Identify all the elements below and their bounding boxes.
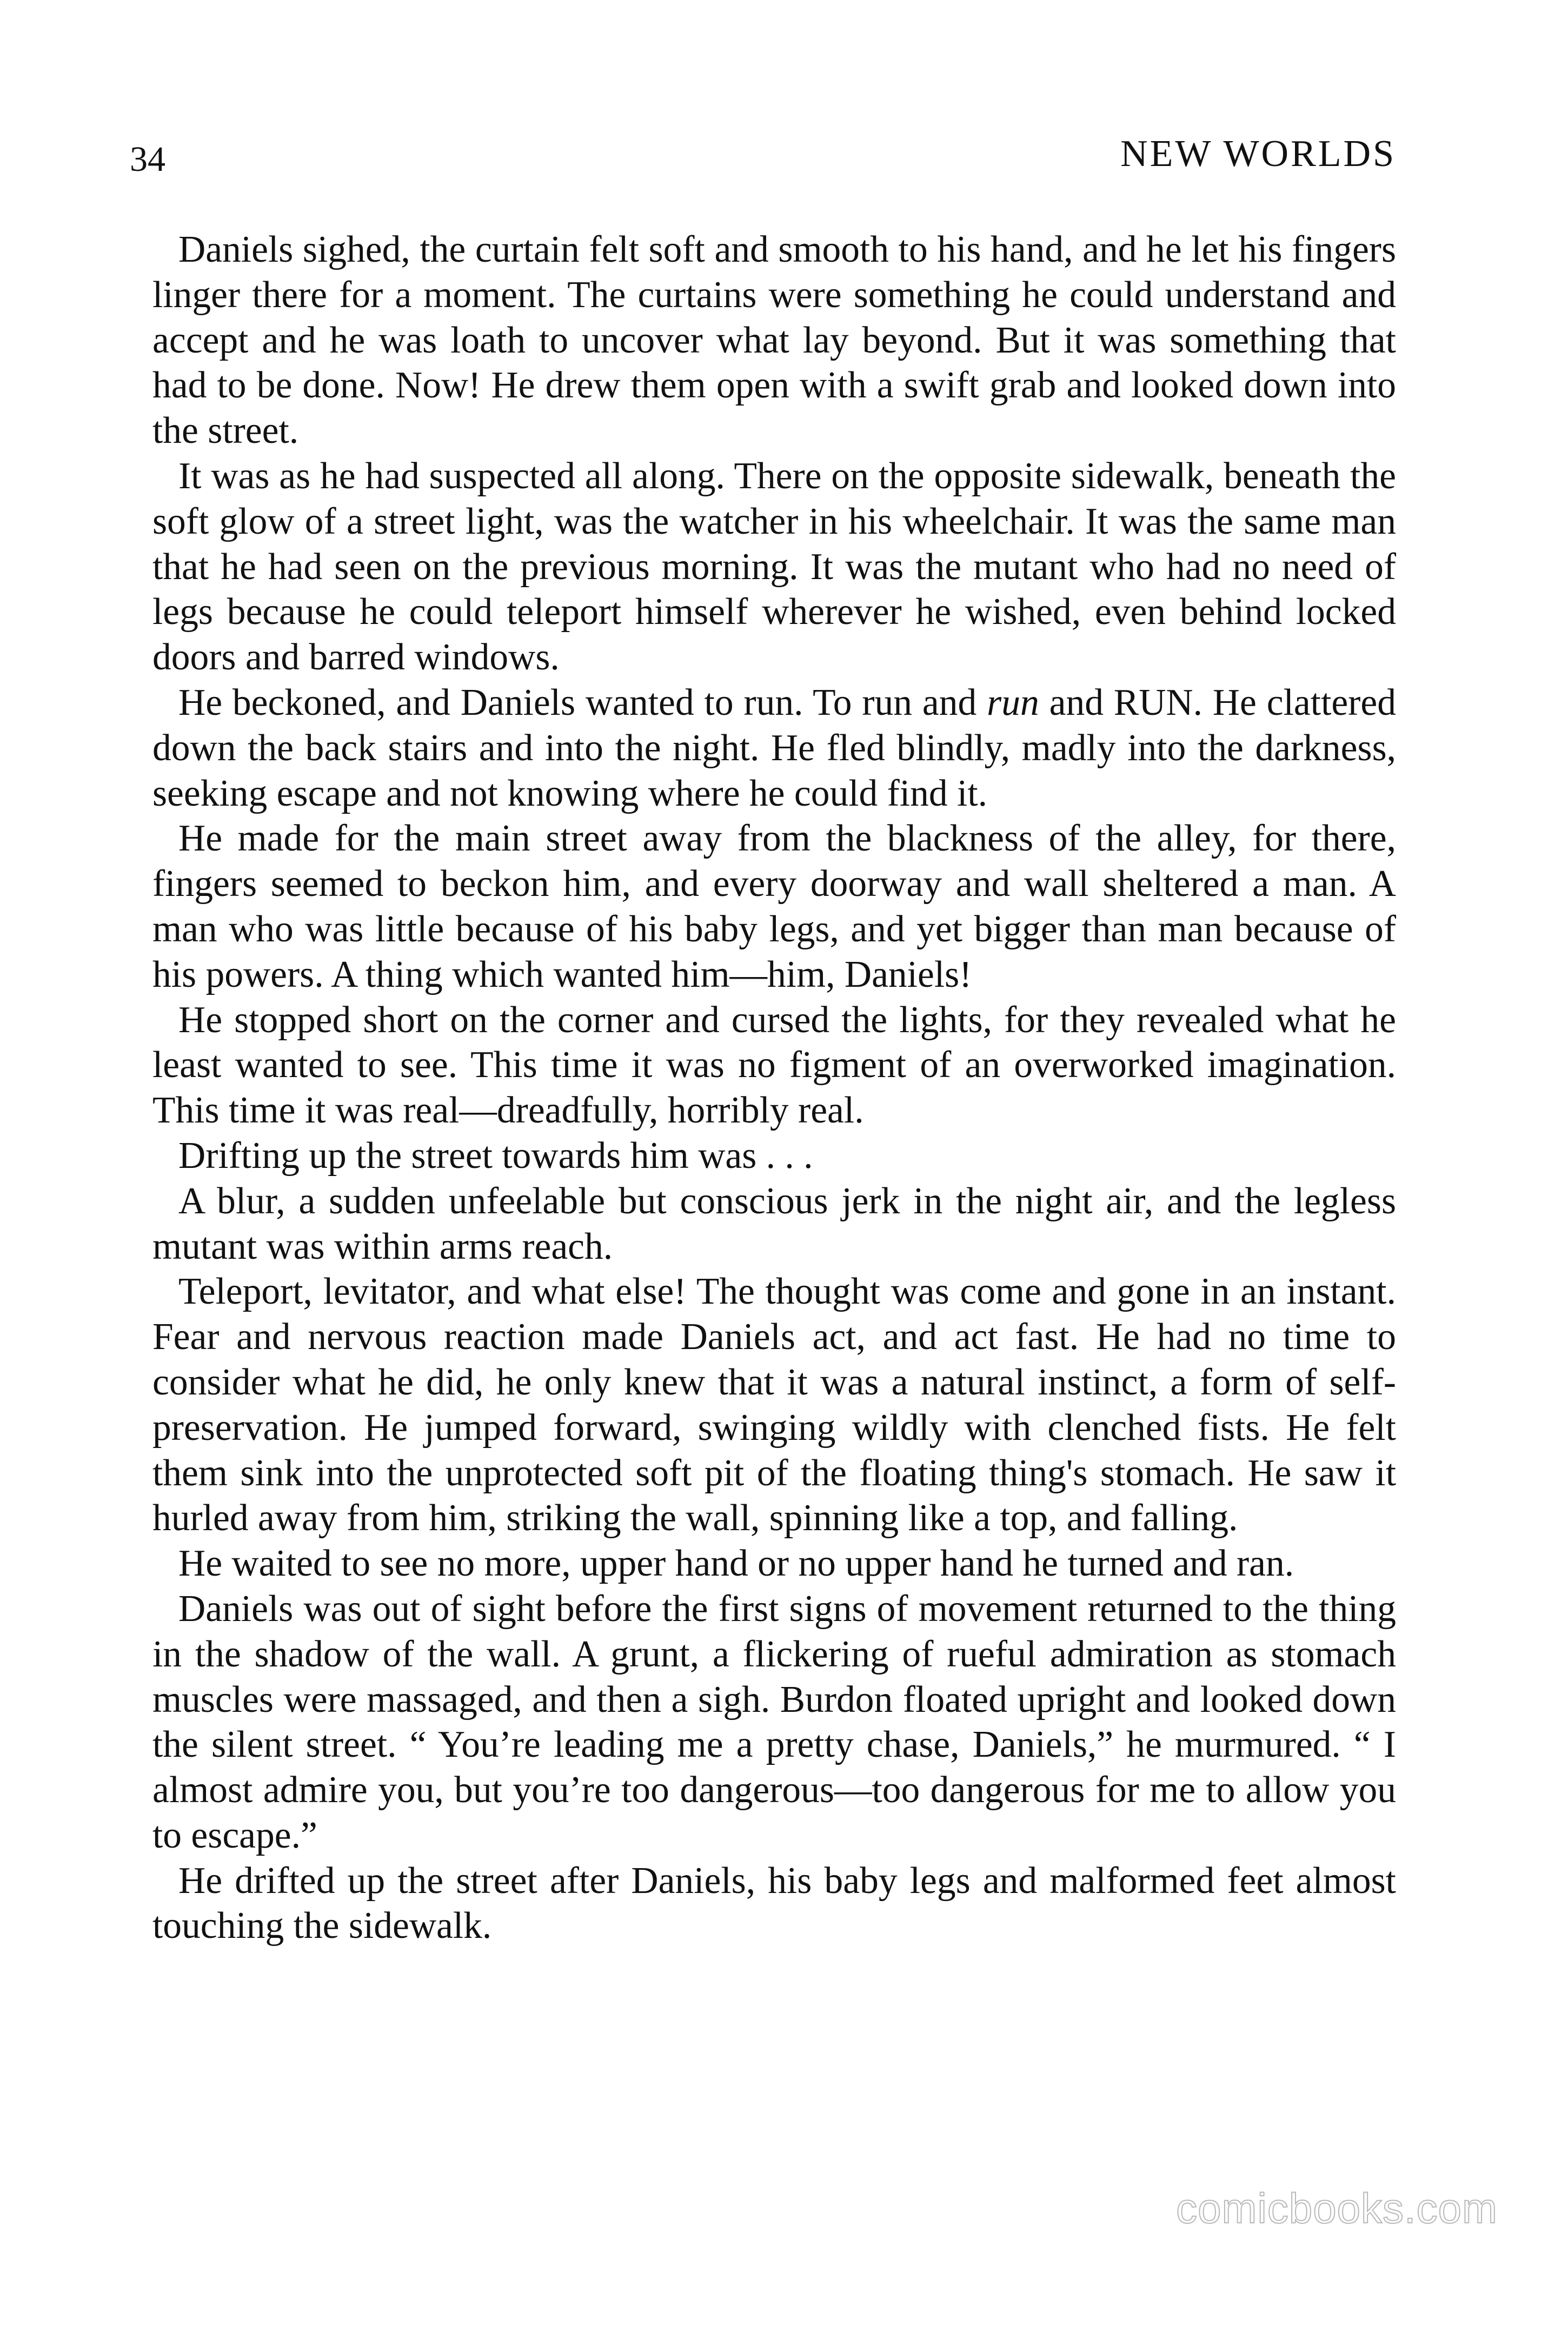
watermark: comicbooks.com bbox=[1176, 2184, 1498, 2232]
paragraph: He waited to see no more, upper hand or no upper hand he turned and ran. bbox=[178, 1543, 1294, 1585]
paragraph-text: and RUN. He clattered down the back stairs and into the night. He fled blindly, madly into the darkness, seeking escape and not knowing where he could find it. bbox=[152, 681, 1396, 814]
paragraph: He made for the main street away from the blackness of the alley, for there, fingers seemed to beckon him, and every doorway and wall sheltered a man. A man who was little because of his baby legs, and yet bigger than man because of his powers. A thing which wanted him—him, Daniels! bbox=[152, 818, 1396, 995]
paragraph: He drifted up the street after Daniels, his baby legs and malformed feet almost touching the sidewalk. bbox=[152, 1859, 1396, 1947]
running-head: NEW WORLDS bbox=[1120, 133, 1396, 175]
paragraph: Daniels was out of sight before the first signs of movement returned to the thing in the shadow of the wall. A grunt, a flickering of rueful admiration as stomach muscles were massaged, and then a sigh. Burdon floated upright and looked down the silent street. “ You’re leading me a pretty chase, Daniels,” he murmured. “ I almost admire you, but you’re too dangerous—too dangerous for me to allow you to escape.” bbox=[152, 1587, 1396, 1856]
paragraph: Drifting up the street towards him was . . . bbox=[178, 1134, 813, 1177]
story-text bbox=[152, 227, 1396, 1949]
paragraph: It was as he had suspected all along. There on the opposite sidewalk, beneath the soft glow of a street light, was the watcher in his wheelchair. It was the same man that he had seen on the previous morning. It was the mutant who had no need of legs because he could teleport himself wherever he wished, even behind locked doors and barred windows. bbox=[152, 455, 1396, 679]
paragraph-text: He beckoned, and Daniels wanted to run. To run and bbox=[178, 681, 987, 723]
paragraph: A blur, a sudden unfeelable but conscious jerk in the night air, and the legless mutant was within arms reach. bbox=[152, 1180, 1396, 1267]
emphasized-word: run bbox=[987, 681, 1039, 723]
paragraph: Daniels sighed, the curtain felt soft and smooth to his hand, and he let his fingers linger there for a moment. The curtains were something he could understand and accept and he was loath to uncover what lay beyond. But it was something that had to be done. Now! He drew them open with a swift grab and looked down into the street. bbox=[152, 229, 1396, 452]
paragraph bbox=[152, 680, 1396, 816]
paragraph: Teleport, levitator, and what else! The thought was come and gone in an instant. Fear and nervous reaction made Daniels act, and act fast. He had no time to consider what he did, he only knew that it was a natural instinct, a form of self-preservation. He jumped forward, swinging wildly with clenched fists. He felt them sink into the unprotected soft pit of the floating thing's stomach. He saw it hurled away from him, striking the wall, spinning like a top, and falling. bbox=[152, 1271, 1396, 1539]
paragraph: He stopped short on the corner and cursed the lights, for they revealed what he least wanted to see. This time it was no figment of an overworked imagination. This time it was real—dreadfully, horribly real. bbox=[152, 999, 1396, 1132]
page-number: 34 bbox=[130, 140, 165, 179]
